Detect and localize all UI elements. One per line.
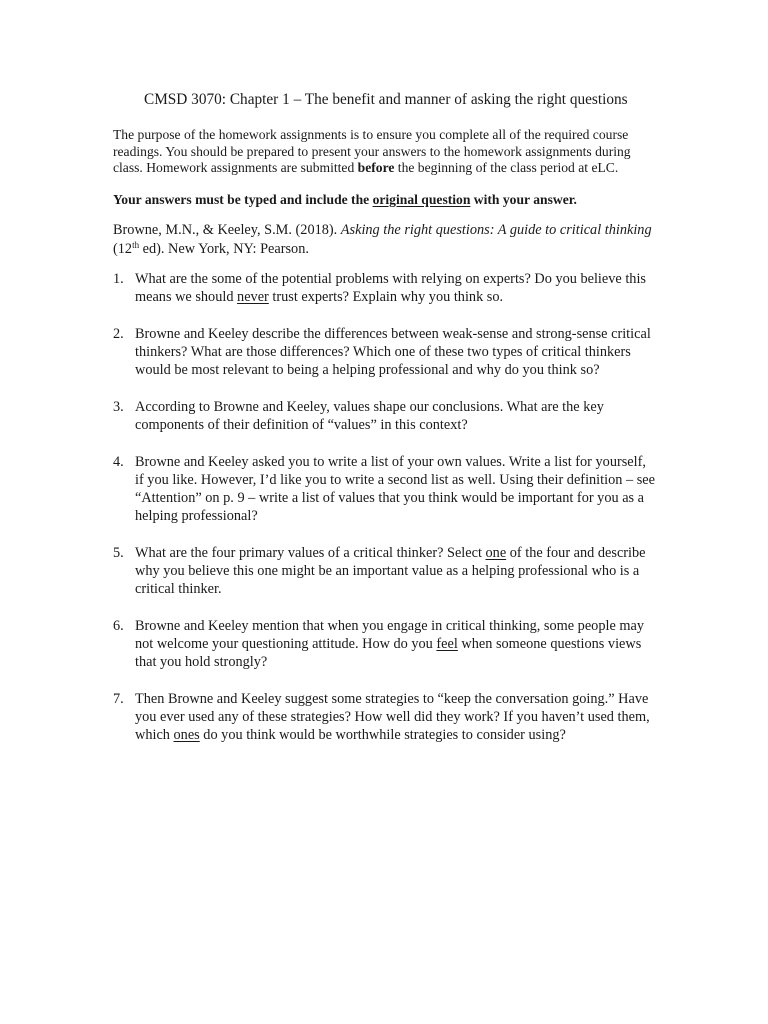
citation-edition-post: ed). New York, NY: Pearson. [139, 240, 309, 257]
question-text-start: Browne and Keeley asked you to write a list of your own values. Write a list for yourself, if you like. However, I’d like you to write a second list as well. Using their definition – see “Attention” on p. 9 – write a list of values that you think would be important for you as a helping professional? [135, 453, 655, 524]
question-text-end: do you think would be worthwhile strategies to consider using? [199, 726, 566, 743]
question-text-start: What are the four primary values of a critical thinker? Select [135, 544, 486, 561]
purpose-bold-word: before [357, 160, 395, 176]
citation-edition-sup: th [132, 239, 140, 250]
citation-edition-pre: (12 [113, 240, 133, 257]
question-underlined: never [237, 288, 269, 305]
question-number: 4. [113, 453, 124, 470]
purpose-paragraph [113, 127, 658, 177]
instruction-paragraph [113, 191, 658, 208]
question-text-start: What are the some of the potential problems with relying on experts? Do you believe this means we should [135, 270, 646, 305]
instruction-text-start: Your answers must be typed and include the [113, 191, 373, 207]
question-item [113, 544, 658, 598]
question-item [113, 325, 658, 379]
question-item [113, 398, 658, 434]
question-number: 2. [113, 325, 124, 342]
document-title: CMSD 3070: Chapter 1 – The benefit and manner of asking the right questions [144, 91, 628, 108]
question-underlined: feel [436, 635, 458, 652]
question-item [113, 617, 658, 671]
question-number: 7. [113, 690, 124, 707]
question-number: 3. [113, 398, 124, 415]
question-text-end: when someone questions views that you hold strongly? [135, 635, 642, 670]
document-page [113, 90, 658, 763]
purpose-text-start: The purpose of the homework assignments is to ensure you complete all of the required course readings. You should be prepared to present your answers to the homework assignments during class. Homework assignments are submitted [113, 127, 631, 176]
citation [113, 221, 658, 259]
question-text-start: Then Browne and Keeley suggest some strategies to “keep the conversation going.” Have you ever used any of these strategies? How well did they work? If you haven’t used them, which [135, 690, 650, 743]
question-text-start: Browne and Keeley mention that when you engage in critical thinking, some people may not welcome your questioning attitude. How do you [135, 617, 644, 652]
question-text-end: trust experts? Explain why you think so. [268, 288, 504, 305]
question-item [113, 453, 658, 525]
question-list [113, 270, 658, 744]
question-number: 5. [113, 544, 124, 561]
purpose-text-end: the beginning of the class period at eLC. [394, 160, 619, 176]
question-underlined: one [485, 544, 507, 561]
question-underlined: ones [173, 726, 200, 743]
question-number: 1. [113, 270, 124, 287]
citation-book-title: Asking the right questions: A guide to critical thinking [340, 221, 652, 238]
question-number: 6. [113, 617, 124, 634]
citation-authors: Browne, M.N., & Keeley, S.M. (2018). [113, 221, 341, 238]
question-item [113, 690, 658, 744]
question-item [113, 270, 658, 306]
question-text-end: of the four and describe why you believe this one might be an important value as a helping professional who is a critical thinker. [135, 544, 646, 597]
instruction-text-end: with your answer. [470, 191, 577, 207]
instruction-underlined: original question [372, 191, 471, 207]
question-text-start: According to Browne and Keeley, values shape our conclusions. What are the key components of their definition of “values” in this context? [135, 398, 604, 433]
question-text-start: Browne and Keeley describe the differences between weak-sense and strong-sense critical thinkers? What are those differences? Which one of these two types of critical thinkers would be most relevant to being a helping professional and why do you think so? [135, 325, 651, 378]
